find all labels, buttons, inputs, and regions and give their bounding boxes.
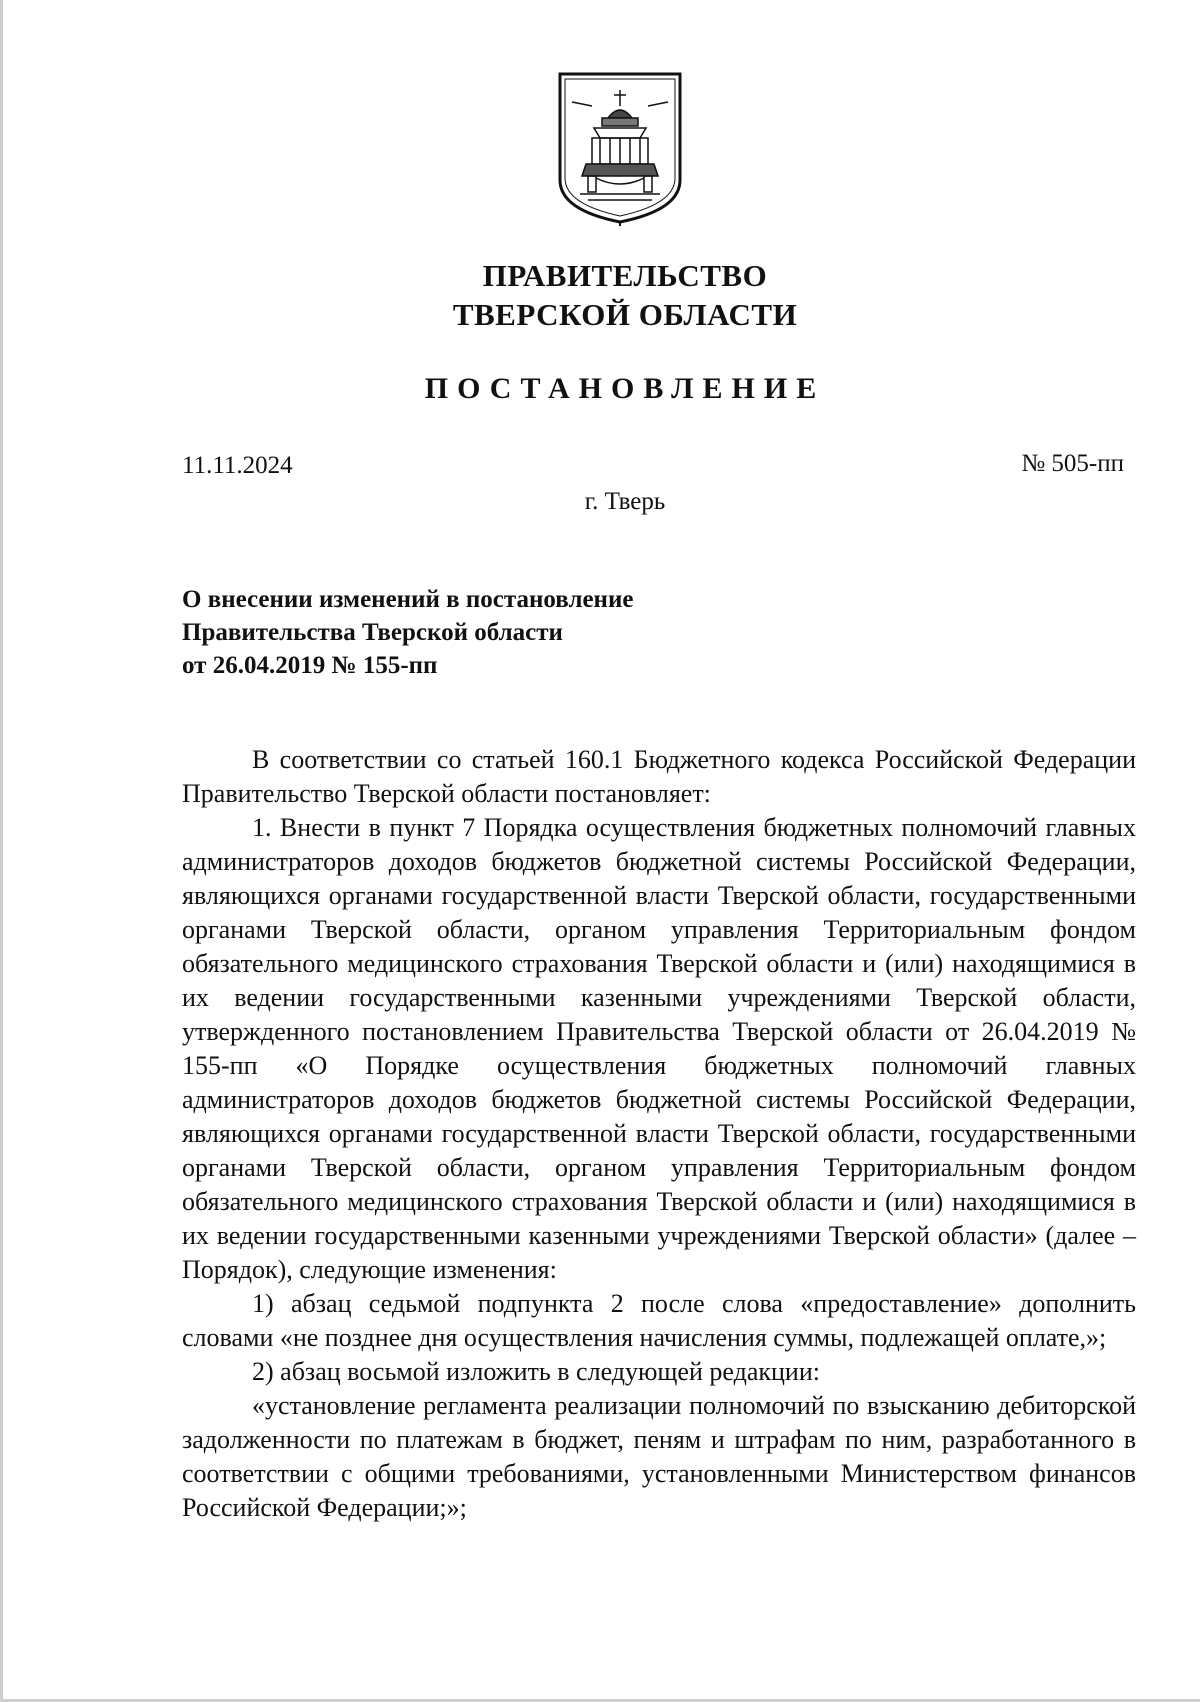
paragraph-subitem-1: 1) абзац седьмой подпункта 2 после слова «предоставление» дополнить словами «не позднее дня осуществления начисления суммы, подлежащей оплате,»; [182, 1289, 1136, 1352]
title-line-2: Правительства Тверской области [182, 619, 563, 646]
document-type-heading: ПОСТАНОВЛЕНИЕ [424, 372, 826, 405]
document-title [182, 583, 633, 682]
paragraph-item-1: 1. Внести в пункт 7 Порядка осуществления бюджетных полномочий главных администраторов доходов бюджетов бюджетной системы Российской Федерации, являющихся органами государственной власти Тверской области, государственными органами Тверской области, органом управления Территориальным фондом обязательного медицинского страхования Тверской области и (или) находящимися в их ведении государственными казенными учреждениями Тверской области, утвержденного постановлением Правительства Тверской области от 26.04.2019 № 155-пп «О Порядке осуществления бюджетных полномочий главных администраторов доходов бюджетов бюджетной системы Российской Федерации, являющихся органами государственной власти Тверской области, государственными органами Тверской области, органом управления Территориальным фондом обязательного медицинского страхования Тверской области и (или) находящимися в их ведении государственными казенными учреждениями Тверской области» (далее – Порядок), следующие изменения: [182, 813, 1136, 1284]
title-line-1: О внесении изменений в постановление [182, 586, 634, 613]
document-body [182, 743, 1136, 1525]
scan-edge-left [0, 0, 3, 1702]
coat-of-arms-emblem [558, 72, 682, 226]
title-line-3: от 26.04.2019 № 155-пп [182, 652, 438, 679]
paragraph-new-wording: «установление регламента реализации полномочий по взысканию дебиторской задолженности по платежам в бюджет, пеням и штрафам по ним, разработанного в соответствии с общими требованиями, установленными Министерством финансов Российской Федерации;»; [182, 1391, 1136, 1522]
document-number: № 505-пп [1021, 450, 1124, 477]
organization-name-line1: ПРАВИТЕЛЬСТВО [482, 258, 768, 293]
document-city: г. Тверь [584, 488, 666, 515]
document-date: 11.11.2024 [182, 452, 293, 479]
paragraph-subitem-2: 2) абзац восьмой изложить в следующей редакции: [252, 1357, 820, 1386]
paragraph-preamble: В соответствии со статьей 160.1 Бюджетного кодекса Российской Федерации Правительство Тверской области постановляет: [182, 745, 1136, 808]
organization-name-line2: ТВЕРСКОЙ ОБЛАСТИ [452, 297, 798, 332]
